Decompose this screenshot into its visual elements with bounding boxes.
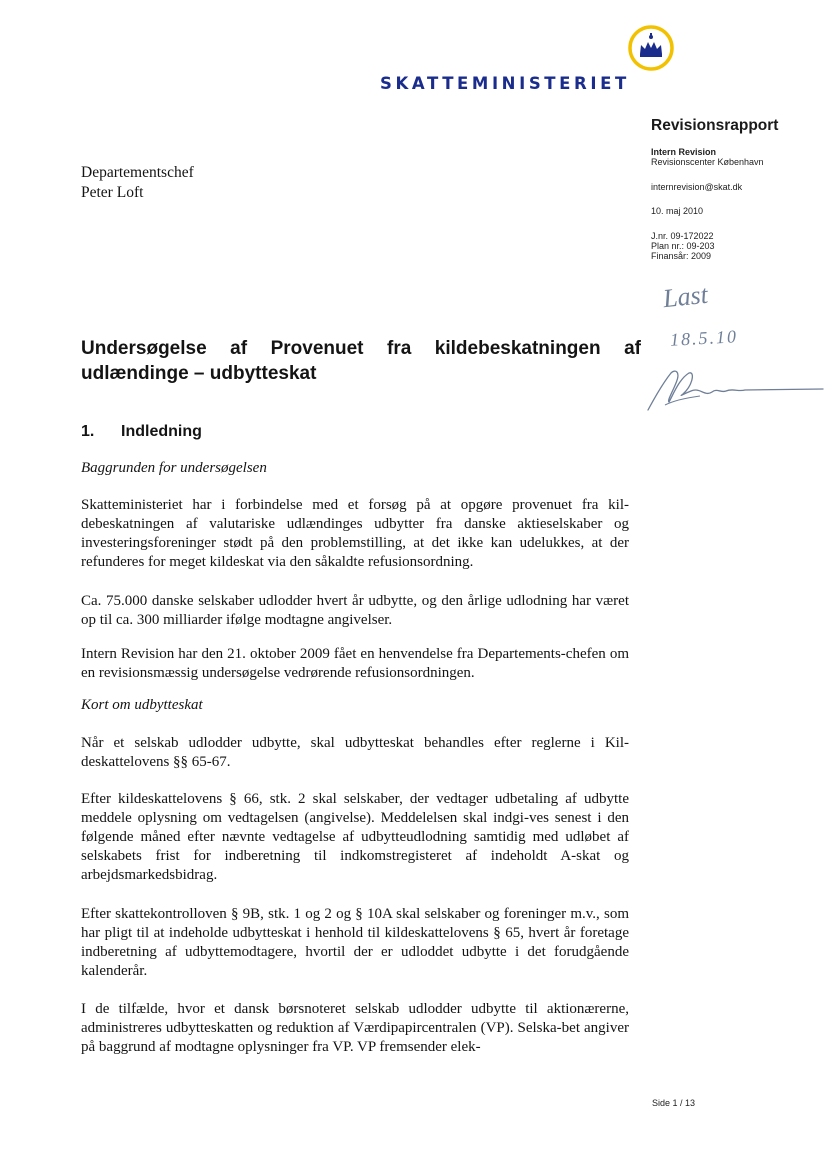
recipient-block	[81, 163, 194, 203]
document-title: Undersøgelse af Provenuet fra kildebeskatningen af udlændinge – udbytteskat	[81, 338, 641, 384]
handwritten-date: 18.5.10	[669, 326, 739, 350]
subheading-dividend-tax: Kort om udbytteskat	[81, 697, 203, 713]
fiscal-year: Finansår: 2009	[651, 251, 712, 261]
department-label: Intern Revision	[651, 147, 717, 157]
section-number: 1.	[81, 423, 95, 440]
handwritten-initials: Last	[661, 279, 710, 314]
section-title: Indledning	[121, 423, 202, 440]
center-label: Revisionscenter København	[651, 157, 764, 167]
recipient-title: Departementschef	[81, 164, 194, 181]
journal-number: J.nr. 09-172022	[651, 231, 714, 241]
paragraph-7: I de tilfælde, hvor et dansk børsnoteret selskab udlodder udbytte til aktionærerne, administreres udbytteskatten og reduktion af Værdipapircentralen (VP). Selska-bet angiver på baggrund af modtagne oplysninger fra VP. VP fremsender elek-	[81, 1001, 629, 1055]
paragraph-6: Efter skattekontrolloven § 9B, stk. 1 og 2 og § 10A skal selskaber og foreninger m.v., som har pligt til at indeholde udbytteskat i henhold til kildeskattelovens § 65, hvert år foretage indberetning af udbyttemodtagere, hvortil der er udloddet udbytte i det forudgående kalenderår.	[81, 906, 629, 979]
subheading-background: Baggrunden for undersøgelsen	[81, 460, 267, 476]
signature-icon	[645, 365, 825, 415]
crown-logo-icon	[624, 23, 676, 71]
report-date: 10. maj 2010	[651, 206, 704, 216]
paragraph-4: Når et selskab udlodder udbytte, skal udbytteskat behandles efter reglerne i Kil-deskattelovens §§ 65-67.	[81, 735, 629, 770]
paragraph-2: Ca. 75.000 danske selskaber udlodder hvert år udbytte, og den årlige udlodning har været op til ca. 300 milliarder ifølge modtagne angivelser.	[81, 593, 629, 628]
plan-number: Plan nr.: 09-203	[651, 241, 715, 251]
paragraph-3: Intern Revision har den 21. oktober 2009 fået en henvendelse fra Departements-chefen om en revisionsmæssig undersøgelse vedrørende refusionsordningen.	[81, 646, 629, 681]
email-link[interactable]: internrevision@skat.dk	[651, 182, 743, 192]
paragraph-1: Skatteministeriet har i forbindelse med et forsøg på at opgøre provenuet fra kil-debeskatningen af valutariske udlændinges udbytter fra danske aktieselskaber og investeringsforeninger stødt på den problemstilling, at det ikke kan udelukkes, at der refunderes for meget kildeskat via den såkaldte refusionsordning.	[81, 497, 629, 570]
page-number: Side 1 / 13	[652, 1098, 696, 1108]
section-heading	[81, 423, 202, 441]
report-type: Revisionsrapport	[651, 117, 779, 134]
paragraph-5: Efter kildeskattelovens § 66, stk. 2 skal selskaber, der vedtager udbetaling af udbytte meddele oplysning om vedtagelsen (angivelse). Meddelelsen skal indgi-ves senest i den følgende måned efter nævnte vedtagelse af udbytteudlodning samtidig med udløbet af selskabets frist for indberetning til indkomstregisteret af indeholdt A-skat og arbejdsmarkedsbidrag.	[81, 791, 629, 883]
ministry-name: SKATTEMINISTERIET	[380, 74, 630, 93]
recipient-name: Peter Loft	[81, 184, 144, 201]
